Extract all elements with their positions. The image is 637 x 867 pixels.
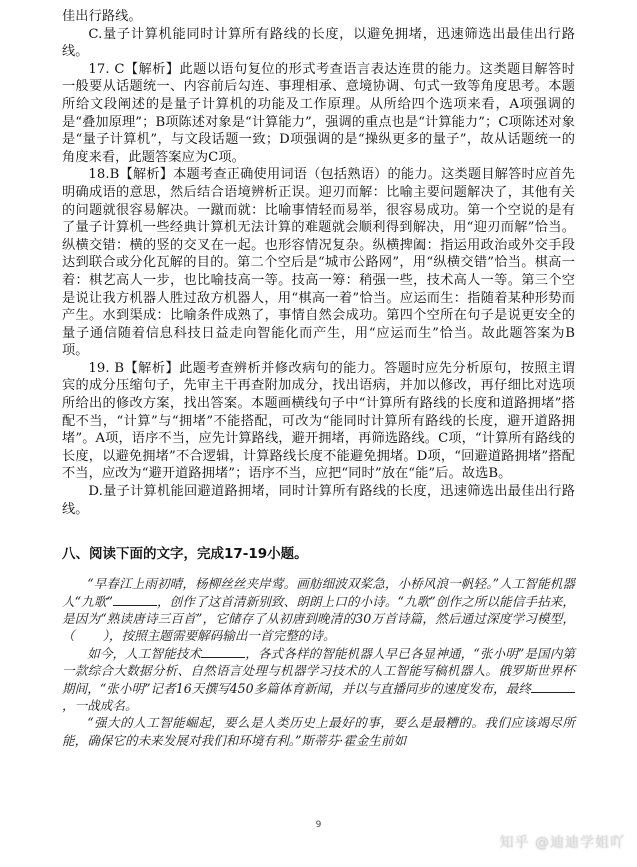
passage-text: ），按照主题需要解码输出一首完整的诗。 [102,628,336,644]
passage-paragraph-1 [62,575,575,645]
fill-blank [201,645,245,658]
section-heading: 八、阅读下面的文字，完成17-19小题。 [62,546,308,563]
watermark: 知乎 @迪迪学姐吖 [499,835,625,851]
paragraph-option-c: C.量子计算机能同时计算所有路线的长度，以避免拥堵，迅速筛选出最佳出行路线。 [62,26,575,60]
passage-text: ，各式各样的智能机器人早已各显神通，“张小明”是国内第一款综合大数据分析、自然语言处理与机器学习技术的人工智能写稿机器人。俄罗斯世界杯期间，“张小明”记者16天撰写450多篇体育新闻，并以与直播同步的速度发布，最终 [62,645,575,696]
paragraph-answer-17: 17. C【解析】此题以语句复位的形式考查语言表达连贯的能力。这类题目解答时一般要从话题统一、内容前后勾连、事理相承、意境协调、句式一致等角度思考。本题所给文段阐述的是量子计算机的功能及工作原理。从所给四个选项来看，A项强调的是“叠加原理”；B项陈述对象是“计算能力”，强调的重点也是“计算能力”；C项陈述对象是“量子计算机”，与文段话题一致；D项强调的是“操纵更多的量子”，故从话题统一的角度来看，此题答案应为C项。 [62,61,575,165]
passage-text: ，一战成名。 [62,698,138,714]
fill-blank [531,680,575,693]
paragraph-option-d: D.量子计算机能回避道路拥堵，同时计算所有路线的长度，迅速筛选出最佳出行路线。 [62,484,575,517]
paragraph: 佳出行路线。 [62,9,142,24]
passage-text: 如今，人工智能技术 [87,645,202,661]
passage-paragraph-3 [62,714,575,749]
paragraph-answer-19: 19. B【解析】此题考查辨析并修改病句的能力。答题时应先分析原句，按照主谓宾的成分压缩句子，先审主干再查附加成分，找出语病，并加以修改，再仔细比对选项所给出的修改方案，找出答案。本题画横线句子中“计算所有路线的长度和道路拥堵”搭配不当，“计算”与“拥堵”不能搭配，可改为“能同时计算所有路线的长度，避开道路拥堵”。A项，语序不当，应先计算路线，避开拥堵，再筛选路线。C项，“计算所有路线的长度，以避免拥堵”不合逻辑，计算路线长度不能避免拥堵。D项，“回避道路拥堵”搭配不当，应改为“避开道路拥堵”；语序不当，应把“同时”放在“能”后。故选B。 [62,360,575,482]
passage-text: ，创作了这首清新别致、朗朗上口的小诗。“九歌”创作之所以能信手拈来，是因为“熟读唐诗三百首”，它储存了从初唐到晚清的30万首诗篇，然后通过深度学习模型，（ [62,593,575,644]
passage-text: “强大的人工智能崛起，要么是人类历史上最好的事，要么是最糟的。我们应该竭尽所能，确保它的未来发展对我们和环境有利。”斯蒂芬·霍金生前如 [62,715,575,748]
passage-paragraph-2 [62,645,575,715]
paragraph-answer-18: 18.B【解析】本题考查正确使用词语（包括熟语）的能力。这类题目解答时应首先明确成语的意思，然后结合语境辨析正误。迎刃而解：比喻主要问题解决了，其他有关的问题就很容易解决。一蹴而就：比喻事情轻而易举，很容易成功。第一个空说的是有了量子计算机一些经典计算机无法计算的难题就会顺利得到解决，用“迎刃而解”恰当。纵横交错：横的竖的交叉在一起。也形容情况复杂。纵横捭阖：指运用政治或外交手段达到联合或分化瓦解的目的。第二个空后是“城市公路网”，用“纵横交错”恰当。棋高一着：棋艺高人一步，也比喻技高一等。技高一筹：稍强一些，技术高人一等。第三个空是说让我方机器人胜过敌方机器人，用“棋高一着”恰当。应运而生：指随着某种形势而产生。水到渠成：比喻条件成熟了，事情自然会成功。第四个空所在句子是说更安全的量子通信随着信息科技日益走向智能化而产生，用“应运而生”恰当。故此题答案为B项。 [62,167,575,359]
page-number: 9 [315,820,322,830]
fill-blank [113,593,157,606]
passage-text: “早春江上雨初晴，杨柳丝丝夹岸莺。画舫细波双桨急，小桥风浪一帆轻。”人工智能机器人“九歌” [62,576,575,609]
